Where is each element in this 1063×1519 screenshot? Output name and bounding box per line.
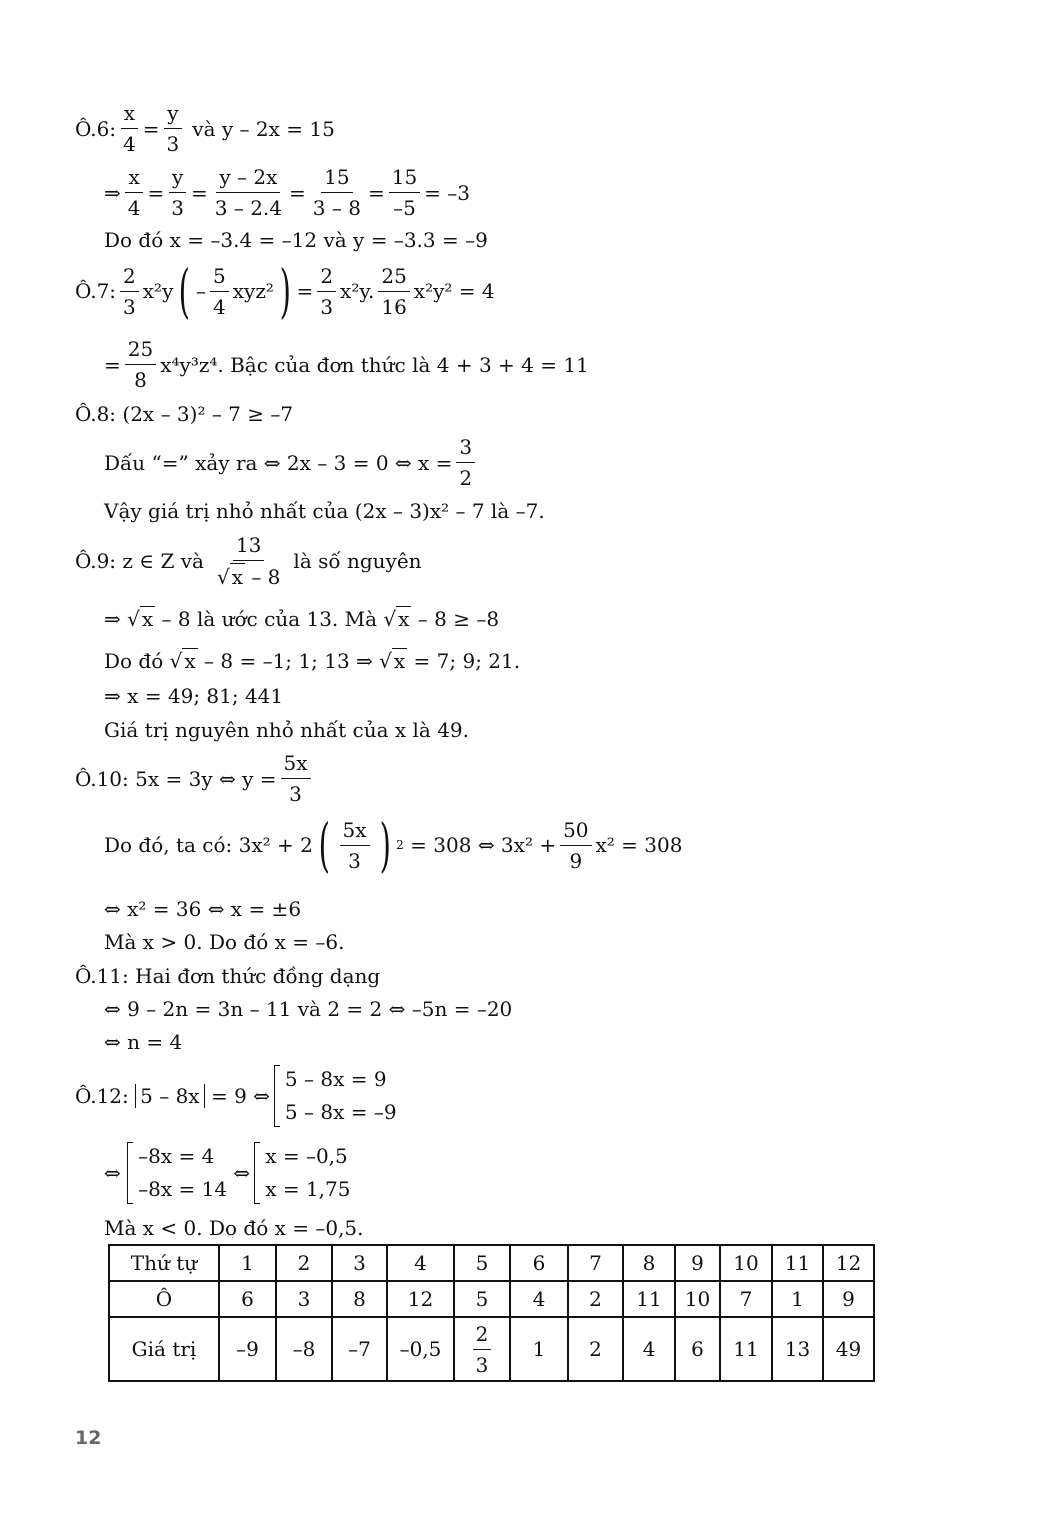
o7-line2: = $\frac{25}{8}$ x⁴y³z⁴. Bậc của đơn thức là 4 + 3 + 4 = 11 — [104, 337, 589, 392]
sqrt: √ x — [169, 649, 196, 673]
table-row: Giá trị –9 –8 –7 –0,5 $\frac{2}{3}$ 1 2 4 6 11 13 49 — [109, 1317, 874, 1381]
o12-line2: ⇔ –8x = 4 –8x = 14 ⇔ x = –0,5 x = 1,75 — [104, 1140, 350, 1206]
fraction: $\frac{15}{-5}$ — [389, 164, 420, 221]
o11-line2: ⇔ 9 – 2n = 3n – 11 và 2 = 2 ⇔ –5n = –20 — [104, 997, 513, 1021]
fraction: $\frac{5}{4}$ — [210, 263, 229, 320]
o12-line1: Ô.12: 5 – 8x = 9 ⇔ 5 – 8x = 9 5 – 8x = –9 — [75, 1063, 397, 1129]
system: x = –0,5 x = 1,75 — [254, 1140, 350, 1206]
fraction: $\frac{y}{3}$ — [164, 100, 183, 157]
o9-line1: Ô.9: z ∈ Z và 13 √ x – 8 là số nguyên — [75, 533, 422, 589]
fraction: 13 √ x – 8 — [216, 533, 281, 589]
o11-line1: Ô.11: Hai đơn thức đồng dạng — [75, 964, 381, 988]
results-table — [108, 1244, 875, 1382]
o9-line4: ⇒ x = 49; 81; 441 — [104, 684, 284, 708]
o10-line4: Mà x > 0. Do đó x = –6. — [104, 930, 345, 954]
fraction: $\frac{y}{3}$ — [168, 164, 187, 221]
sqrt: √ x — [379, 649, 406, 673]
table-row: Ô 6 3 8 12 5 4 2 11 10 7 1 9 — [109, 1281, 874, 1317]
fraction: $\frac{5x}{3}$ — [281, 750, 311, 807]
left-paren: ( — [318, 811, 330, 879]
row-header: Giá trị — [109, 1317, 219, 1381]
row-header: Thứ tự — [109, 1245, 219, 1281]
o8-line3: Vậy giá trị nhỏ nhất của (2x – 3)x² – 7 là –7. — [104, 499, 545, 523]
o10-line2: Do đó, ta có: 3x² + 2 ( $\frac{5x}{3}$ ) 2 = 308 ⇔ 3x² + $\frac{50}{9}$ x² = 308 — [104, 811, 683, 879]
absolute-value: 5 – 8x — [135, 1084, 204, 1108]
o10-line1: Ô.10: 5x = 3y ⇔ y = $\frac{5x}{3}$ — [75, 750, 315, 807]
sqrt: √ x — [216, 565, 243, 589]
o7-line1: Ô.7: $\frac{2}{3}$ x²y ( – $\frac{5}{4}$ xyz² ) = $\frac{2}{3}$ x²y. $\frac{25}{16}$ x²y² = 4 — [75, 257, 495, 325]
table-row: Thứ tự 1 2 3 4 5 6 7 8 9 10 11 12 — [109, 1245, 874, 1281]
system: –8x = 4 –8x = 14 — [127, 1140, 227, 1206]
fraction: $\frac{y - 2x}{3 - 2.4}$ — [214, 165, 283, 220]
fraction: $\frac{25}{16}$ — [378, 263, 409, 320]
o10-line3: ⇔ x² = 36 ⇔ x = ±6 — [104, 897, 302, 921]
o11-line3: ⇔ n = 4 — [104, 1030, 183, 1054]
right-paren: ) — [379, 811, 391, 879]
o12-line3: Mà x < 0. Do đó x = –0,5. — [104, 1216, 364, 1240]
system: 5 – 8x = 9 5 – 8x = –9 — [274, 1063, 397, 1129]
sqrt: √ x — [127, 607, 154, 631]
o8-line2: Dấu “=” xảy ra ⇔ 2x – 3 = 0 ⇔ x = $\frac{3}{2}$ — [104, 434, 479, 491]
sqrt: √ x — [383, 607, 410, 631]
fraction: $\frac{2}{3}$ — [473, 1321, 492, 1378]
o6-label: Ô.6: — [75, 116, 117, 141]
fraction: $\frac{x}{4}$ — [120, 100, 139, 157]
o9-line5: Giá trị nguyên nhỏ nhất của x là 49. — [104, 718, 469, 742]
o9-line3: Do đó √ x – 8 = –1; 1; 13 ⇒ √ x = 7; 9; 21. — [104, 648, 521, 673]
o8-line1: Ô.8: (2x – 3)² – 7 ≥ –7 — [75, 402, 294, 426]
fraction: $\frac{5x}{3}$ — [340, 817, 370, 874]
o6-line2: ⇒ $\frac{x}{4}$ = $\frac{y}{3}$ = $\frac{y - 2x}{3 - 2.4}$ = $\frac{15}{3 - 8}$ = $\frac{15}{-5}$ = –3 — [104, 165, 471, 220]
page-number: 12 — [75, 1427, 102, 1449]
right-paren: ) — [279, 257, 291, 325]
fraction: $\frac{25}{8}$ — [125, 336, 156, 393]
row-header: Ô — [109, 1281, 219, 1317]
fraction: $\frac{x}{4}$ — [125, 164, 144, 221]
o6-line3: Do đó x = –3.4 = –12 và y = –3.3 = –9 — [104, 228, 488, 252]
fraction: $\frac{3}{2}$ — [456, 434, 475, 491]
fraction: $\frac{15}{3 - 8}$ — [312, 165, 361, 220]
fraction: $\frac{2}{3}$ — [120, 263, 139, 320]
fraction: $\frac{2}{3}$ — [317, 263, 336, 320]
left-paren: ( — [179, 257, 191, 325]
o9-line2: ⇒ √ x – 8 là ước của 13. Mà √ x – 8 ≥ –8 — [104, 606, 500, 631]
fraction: $\frac{50}{9}$ — [560, 817, 591, 874]
o6-line1: Ô.6: $\frac{x}{4}$ = $\frac{y}{3}$ và y – 2x = 15 — [75, 101, 335, 156]
